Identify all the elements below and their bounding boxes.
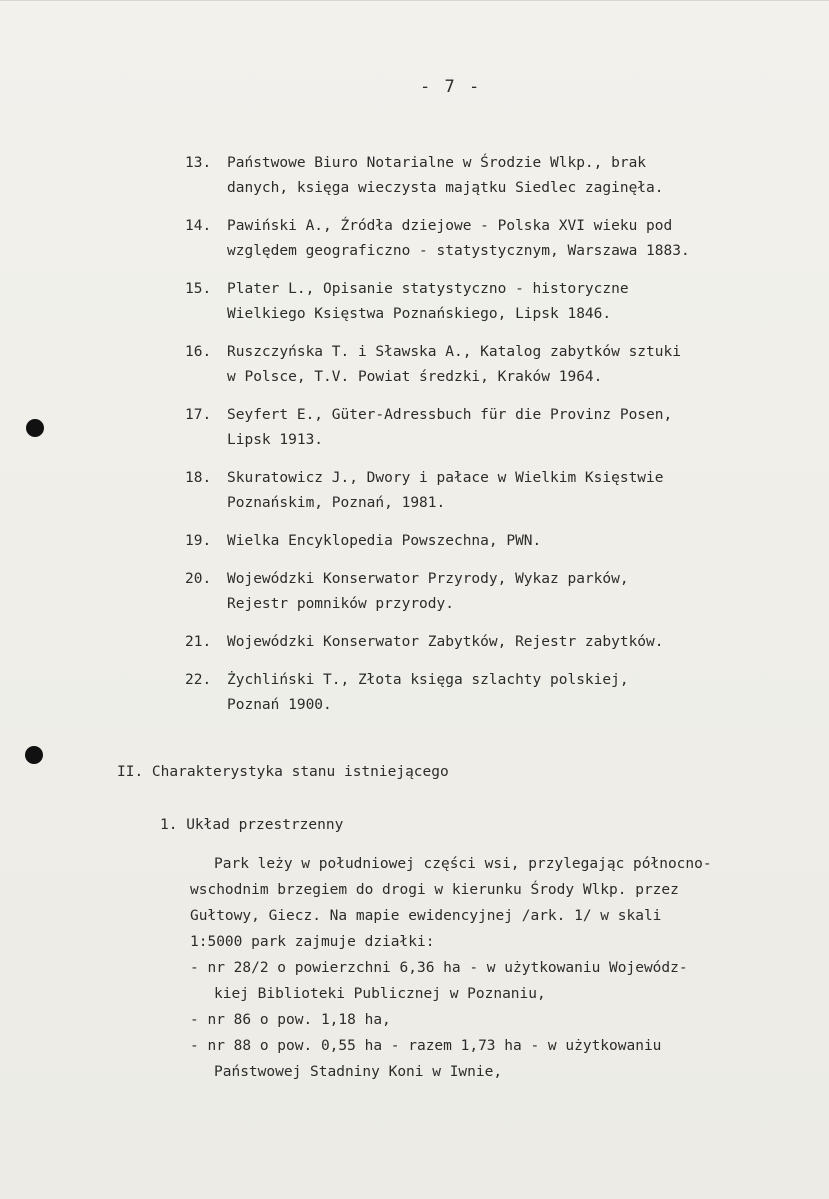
paragraph-line: Gułtowy, Giecz. Na mapie ewidencyjnej /ark. 1/ w skali	[190, 908, 662, 924]
entry-text-line: Wojewódzki Konserwator Zabytków, Rejestr zabytków.	[227, 634, 664, 650]
entry-number: 19.	[185, 533, 212, 549]
entry-number: 22.	[185, 672, 212, 688]
bibliography-entry	[0, 277, 829, 327]
page-number: - 7 -	[420, 77, 482, 97]
entry-text-line: Pawiński A., Źródła dziejowe - Polska XVI wieku pod	[227, 218, 673, 234]
entry-text-line: względem geograficzno - statystycznym, Warszawa 1883.	[227, 243, 690, 259]
entry-number: 14.	[185, 218, 212, 234]
list-item-line: Państwowej Stadniny Koni w Iwnie,	[214, 1064, 503, 1080]
bibliography-entry	[0, 630, 829, 655]
list-item-line: - nr 86 o pow. 1,18 ha,	[190, 1012, 391, 1028]
entry-number: 20.	[185, 571, 212, 587]
entry-text-line: Żychliński T., Złota księga szlachty polskiej,	[227, 672, 629, 688]
bibliography-list	[0, 151, 829, 731]
entry-text-line: Państwowe Biuro Notarialne w Środzie Wlkp., brak	[227, 155, 647, 171]
section-heading: II. Charakterystyka stanu istniejącego	[117, 764, 449, 780]
entry-number: 17.	[185, 407, 212, 423]
entry-text-line: Poznań 1900.	[227, 697, 332, 713]
entry-text-line: w Polsce, T.V. Powiat średzki, Kraków 1964.	[227, 369, 603, 385]
bibliography-entry	[0, 466, 829, 516]
bibliography-entry	[0, 529, 829, 554]
body-paragraph	[190, 851, 712, 1085]
bibliography-entry	[0, 567, 829, 617]
punch-hole	[25, 746, 43, 764]
entry-text-line: Ruszczyńska T. i Sławska A., Katalog zabytków sztuki	[227, 344, 681, 360]
entry-text-line: Seyfert E., Güter-Adressbuch für die Provinz Posen,	[227, 407, 673, 423]
list-item-line: kiej Biblioteki Publicznej w Poznaniu,	[214, 986, 546, 1002]
list-item-line: - nr 28/2 o powierzchni 6,36 ha - w użytkowaniu Wojewódz-	[190, 960, 688, 976]
bibliography-entry	[0, 403, 829, 453]
entry-text-line: Plater L., Opisanie statystyczno - historyczne	[227, 281, 629, 297]
entry-number: 13.	[185, 155, 212, 171]
entry-number: 21.	[185, 634, 212, 650]
bibliography-entry	[0, 340, 829, 390]
paragraph-line: wschodnim brzegiem do drogi w kierunku Środy Wlkp. przez	[190, 882, 679, 898]
paragraph-line: Park leży w południowej części wsi, przylegając północno-	[214, 856, 712, 872]
entry-text-line: Skuratowicz J., Dwory i pałace w Wielkim Księstwie	[227, 470, 664, 486]
entry-text-line: Rejestr pomników przyrody.	[227, 596, 454, 612]
entry-number: 15.	[185, 281, 212, 297]
entry-text-line: danych, księga wieczysta majątku Siedlec zaginęła.	[227, 180, 664, 196]
entry-text-line: Wielka Encyklopedia Powszechna, PWN.	[227, 533, 542, 549]
entry-text-line: Wielkiego Księstwa Poznańskiego, Lipsk 1846.	[227, 306, 612, 322]
subsection-heading: 1. Układ przestrzenny	[160, 817, 344, 833]
bibliography-entry	[0, 668, 829, 718]
bibliography-entry	[0, 214, 829, 264]
entry-text-line: Wojewódzki Konserwator Przyrody, Wykaz parków,	[227, 571, 629, 587]
bibliography-entry	[0, 151, 829, 201]
entry-text-line: Poznańskim, Poznań, 1981.	[227, 495, 446, 511]
paragraph-line: 1:5000 park zajmuje działki:	[190, 934, 435, 950]
entry-number: 18.	[185, 470, 212, 486]
entry-text-line: Lipsk 1913.	[227, 432, 324, 448]
list-item-line: - nr 88 o pow. 0,55 ha - razem 1,73 ha - w użytkowaniu	[190, 1038, 662, 1054]
entry-number: 16.	[185, 344, 212, 360]
